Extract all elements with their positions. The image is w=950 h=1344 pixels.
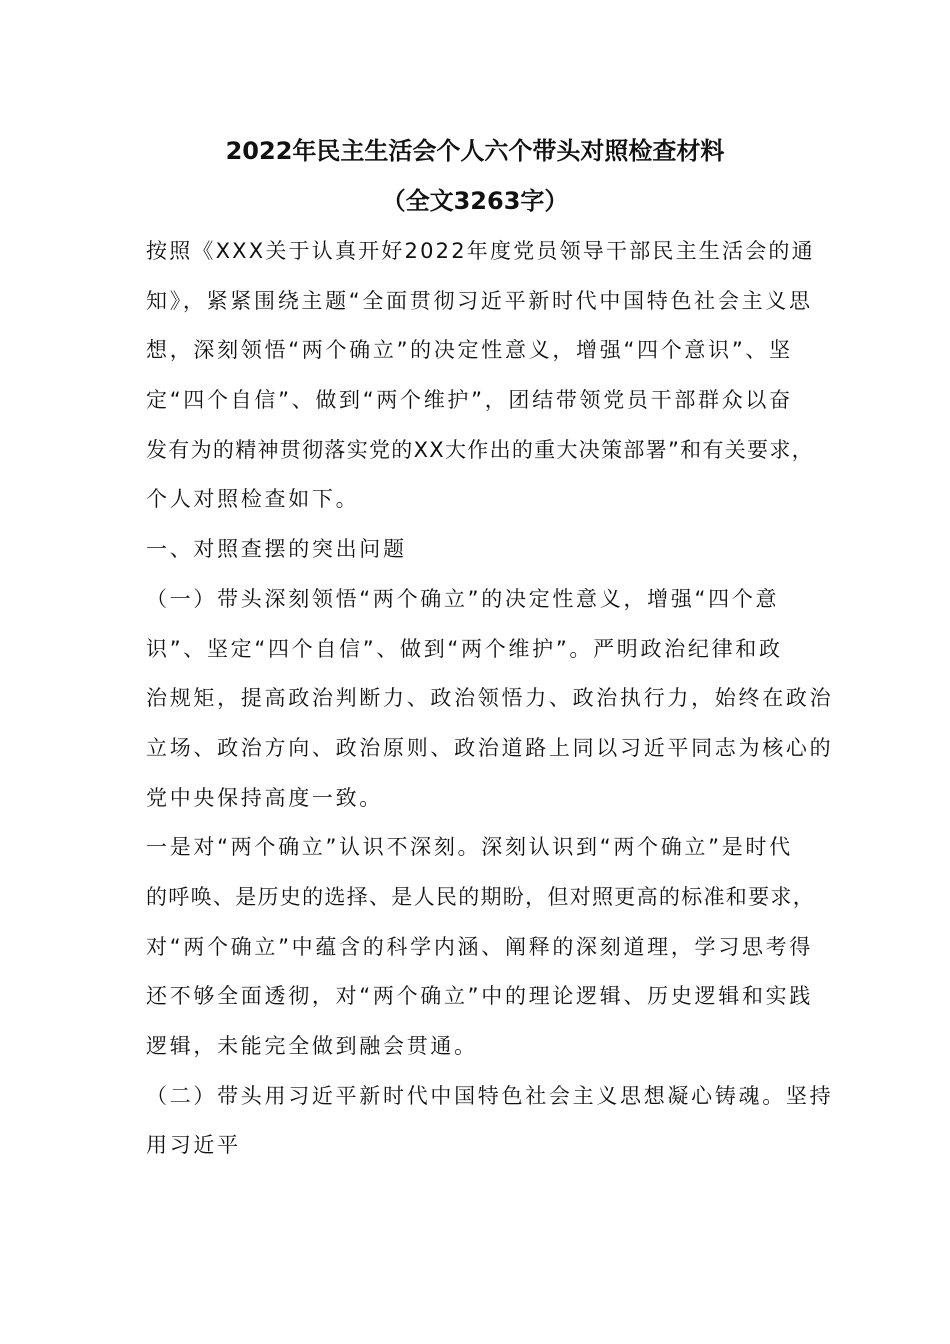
subsection-heading: （一）带头深刻领悟“两个确立”的决定性意义，增强“四个意 <box>146 586 780 611</box>
body-line: 党中央保持高度一致。 <box>146 785 383 810</box>
subsection-heading: （二）带头用习近平新时代中国特色社会主义思想凝心铸魂。坚持 <box>146 1083 834 1108</box>
body-line: 用习近平 <box>146 1133 241 1158</box>
body-line: 识”、坚定“四个自信”、做到“两个维护”。严明政治纪律和政 <box>146 636 783 661</box>
body-line: 发有为的精神贯彻落实党的XX大作出的重大决策部署”和有关要求， <box>146 437 814 462</box>
body-line: 想，深刻领悟“两个确立”的决定性意义，增强“四个意识”、坚 <box>146 338 793 363</box>
body-line: 还不够全面透彻，对“两个确立”中的理论逻辑、历史逻辑和实践 <box>146 984 814 1009</box>
body-line: 知》，紧紧围绕主题“全面贯彻习近平新时代中国特色社会主义思 <box>146 288 813 313</box>
body-line: 治规矩，提高政治判断力、政治领悟力、政治执行力，始终在政治 <box>146 686 834 711</box>
document-subtitle: （全文3263字） <box>381 187 569 215</box>
body-line: 立场、政治方向、政治原则、政治道路上同以习近平同志为核心的 <box>146 735 834 760</box>
body-line: 个人对照检查如下。 <box>146 487 360 512</box>
body-line: 定“四个自信”、做到“两个维护”，团结带领党员干部群众以奋 <box>146 388 793 413</box>
document-title: 2022年民主生活会个人六个带头对照检查材料 <box>225 137 725 165</box>
document-body <box>146 234 834 1178</box>
body-line: 一是对“两个确立”认识不深刻。深刻认识到“两个确立”是时代 <box>146 835 793 860</box>
body-line: 按照《XXX关于认真开好2022年度党员领导干部民主生活会的通 <box>146 239 815 263</box>
body-line: 对“两个确立”中蕴含的科学内涵、阐释的深刻道理，学习思考得 <box>146 934 814 959</box>
body-line: 的呼唤、是历史的选择、是人民的期盼，但对照更高的标准和要求， <box>146 884 815 909</box>
section-heading: 一、对照查摆的突出问题 <box>146 537 407 562</box>
body-line: 逻辑，未能完全做到融会贯通。 <box>146 1034 478 1058</box>
